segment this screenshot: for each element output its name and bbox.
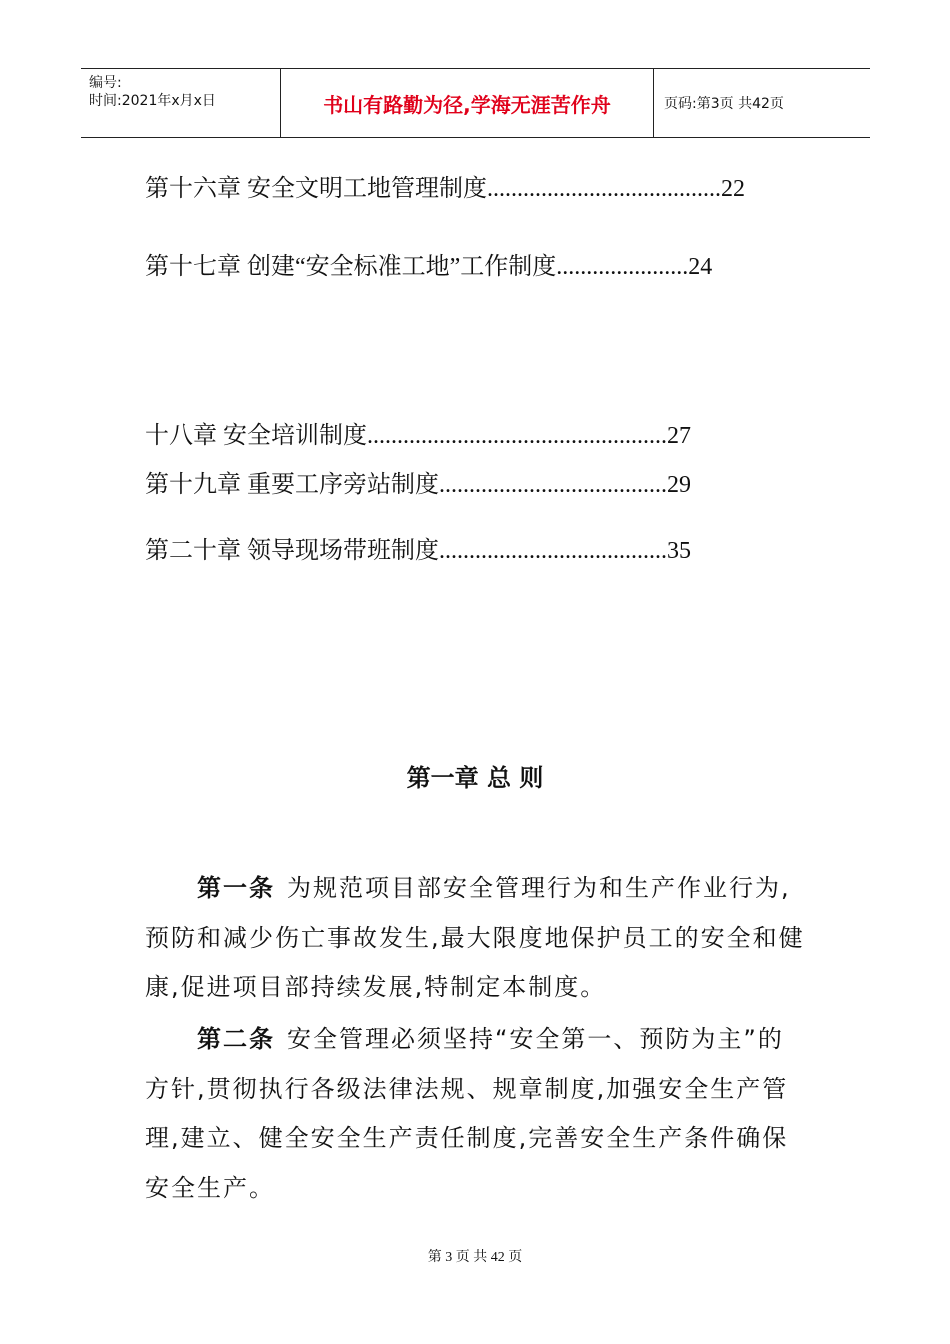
article-text: 为规范项目部安全管理行为和生产作业行为,预防和减少伤亡事故发生,最大限度地保护员工的安全和健康,促进项目部持续发展,特制定本制度。	[145, 874, 805, 1001]
article-text: 安全管理必须坚持“安全第一、预防为主”的方针,贯彻执行各级法律法规、规章制度,加强安全生产管理,建立、健全安全生产责任制度,完善安全生产条件确保安全生产。	[145, 1025, 789, 1202]
header-motto: 书山有路勤为径,学海无涯苦作舟	[281, 69, 654, 137]
article-lead: 第二条	[197, 1025, 275, 1053]
header-page-info: 页码:第3页 共42页	[664, 96, 784, 112]
toc-entry: 第二十章 领导现场带班制度......................................35	[145, 538, 691, 564]
header-date: 时间:2021年x月x日	[89, 93, 216, 109]
header-number-label: 编号:	[89, 75, 122, 91]
header-meta	[81, 69, 281, 137]
page-footer: 第 3 页 共 42 页	[427, 1250, 523, 1265]
article-paragraph	[145, 864, 805, 1013]
article-lead: 第一条	[197, 874, 275, 902]
article-paragraph	[145, 1015, 805, 1213]
toc-entry: 第十六章 安全文明工地管理制度.......................................22	[145, 176, 745, 202]
chapter-title: 第一章 总 则	[406, 764, 544, 792]
toc-entry: 第十九章 重要工序旁站制度......................................29	[145, 472, 691, 498]
toc-entry: 第十七章 创建“安全标准工地”工作制度......................24	[145, 254, 713, 280]
page-header	[81, 68, 870, 138]
toc-entry: 十八章 安全培训制度..................................................27	[145, 423, 691, 449]
